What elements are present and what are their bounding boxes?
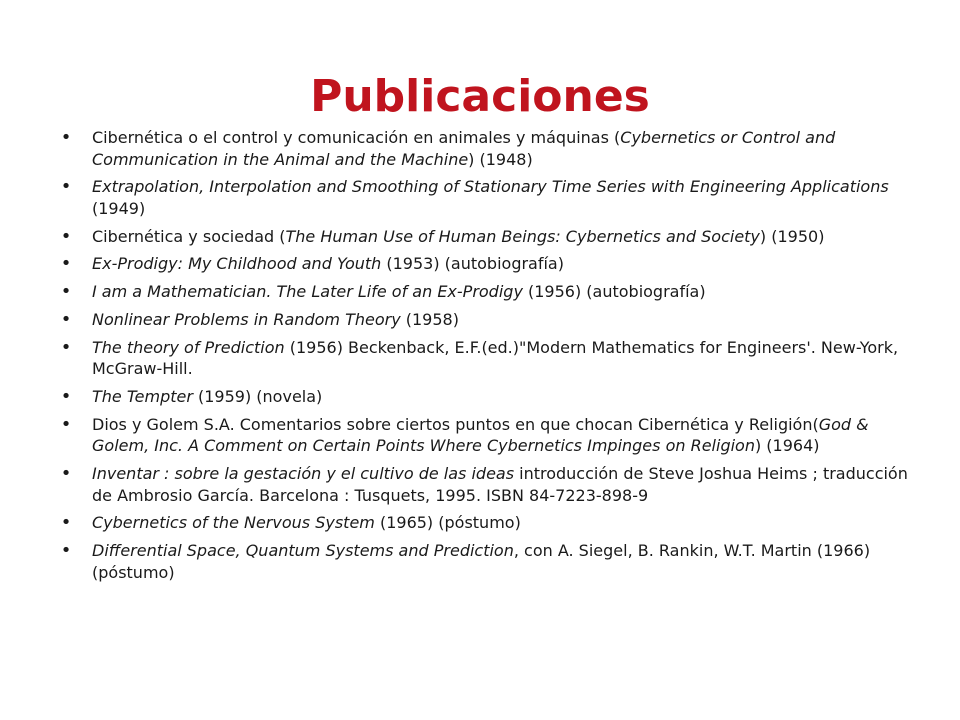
publication-title: Differential Space, Quantum Systems and Prediction — [92, 541, 514, 561]
publication-title: Cybernetics or Control and Communication in the Animal and the Machine — [92, 128, 836, 169]
list-item — [60, 512, 910, 534]
list-item — [60, 309, 910, 331]
publication-title: I am a Mathematician. The Later Life of an Ex-Prodigy — [92, 282, 523, 302]
bullet-dot-icon: • — [60, 176, 72, 198]
list-item — [60, 127, 910, 170]
publication-title: Extrapolation, Interpolation and Smoothing of Stationary Time Series with Engineering Applications — [92, 177, 889, 197]
bullet-dot-icon: • — [60, 336, 72, 358]
slide-title: Publicaciones — [310, 71, 650, 123]
list-item — [60, 253, 910, 275]
list-item — [60, 386, 910, 408]
list-item — [60, 540, 910, 583]
bullet-dot-icon: • — [60, 512, 72, 534]
publication-title: The Human Use of Human Beings: Cybernetics and Society — [285, 226, 760, 246]
bullet-dot-icon: • — [60, 281, 72, 303]
bullet-dot-icon: • — [60, 253, 72, 275]
publication-detail: introducción de Steve Joshua Heims ; traducción de Ambrosio García. Barcelona : Tusquets, 1995. ISBN 84-7223-898-9 — [92, 464, 908, 505]
list-item — [60, 226, 910, 248]
publication-title: God & Golem, Inc. A Comment on Certain Points Where Cybernetics Impinges on Religion — [92, 414, 869, 456]
list-item — [60, 414, 910, 457]
list-item — [60, 176, 910, 219]
publication-detail: (1953) (autobiografía) — [381, 254, 564, 274]
bullet-dot-icon: • — [60, 308, 72, 330]
list-item — [60, 281, 910, 303]
list-item — [60, 463, 910, 506]
publication-detail: ) (1948) — [468, 149, 533, 169]
publication-title: Nonlinear Problems in Random Theory — [92, 309, 401, 329]
publication-detail: (1965) (póstumo) — [374, 513, 521, 533]
publication-title: The theory of Prediction — [92, 337, 285, 357]
publication-detail: (1958) — [400, 309, 459, 329]
publication-detail: Cibernética y sociedad ( — [92, 226, 286, 246]
publication-detail: (1959) (novela) — [192, 387, 323, 407]
bullet-dot-icon: • — [60, 225, 72, 247]
list-item — [60, 337, 910, 380]
publication-title: Cybernetics of the Nervous System — [92, 513, 375, 533]
publication-detail: Cibernética o el control y comunicación en animales y máquinas ( — [92, 128, 621, 147]
publication-detail: (1949) — [92, 198, 146, 218]
bullet-dot-icon: • — [60, 413, 72, 435]
bullet-dot-icon: • — [60, 386, 72, 408]
publication-detail: ) (1964) — [754, 436, 820, 456]
publication-title: The Tempter — [92, 387, 193, 407]
publication-detail: Dios y Golem S.A. Comentarios sobre ciertos puntos en que chocan Cibernética y Religión( — [92, 414, 819, 434]
publication-list — [60, 127, 910, 590]
publication-detail: ) (1950) — [759, 226, 825, 246]
publication-title: Ex-Prodigy: My Childhood and Youth — [92, 254, 382, 274]
publication-detail: (1956) (autobiografía) — [522, 282, 706, 302]
publication-title: Inventar : sobre la gestación y el cultivo de las ideas — [92, 464, 515, 484]
publication-detail: (1956) Beckenback, E.F.(ed.)"Modern Mathematics for Engineers'. New-York, McGraw-Hill. — [92, 337, 899, 379]
bullet-dot-icon: • — [60, 127, 72, 148]
bullet-dot-icon: • — [60, 463, 72, 485]
publication-detail: , con A. Siegel, B. Rankin, W.T. Martin (1966) (póstumo) — [92, 541, 871, 582]
bullet-dot-icon: • — [60, 540, 72, 562]
